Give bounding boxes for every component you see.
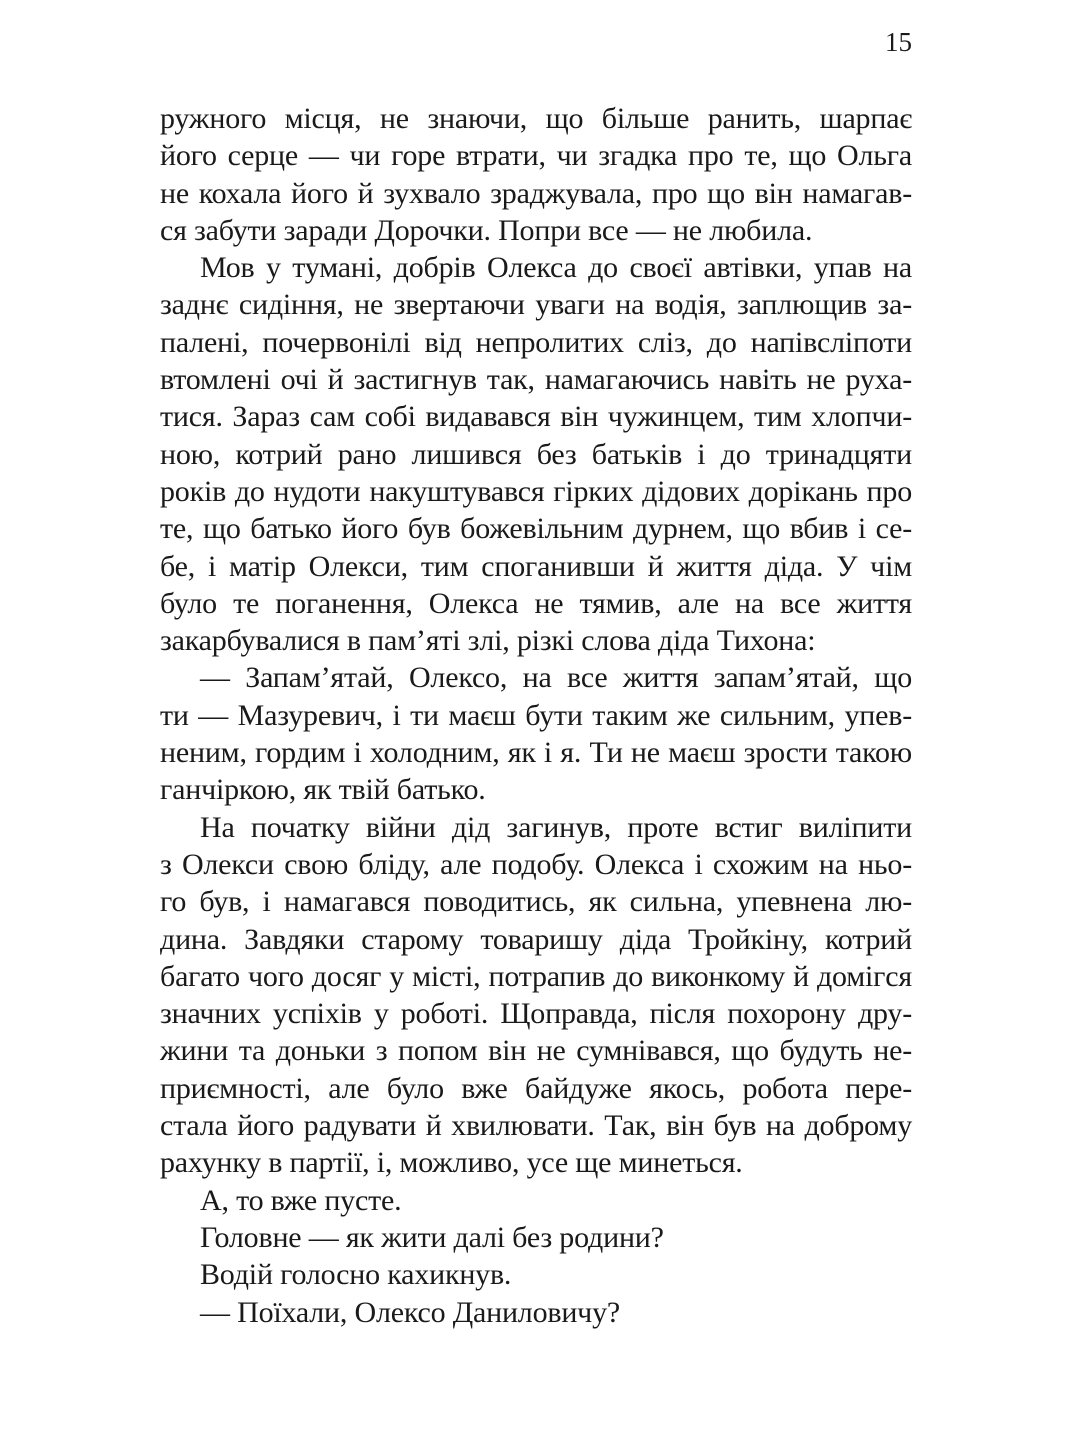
text-line: На початку війни дід загинув, проте встиг виліпити bbox=[200, 810, 912, 844]
text-line: го був, і намагався поводитись, як сильна, упевнена лю- bbox=[160, 885, 912, 919]
text-line: Мов у тумані, добрів Олекса до своєї автівки, упав на bbox=[200, 251, 912, 285]
text-line: Головне — як жити далі без родини? bbox=[200, 1220, 664, 1254]
text-line: дина. Завдяки старому товаришу діда Тройкіну, котрий bbox=[160, 922, 912, 956]
text-line: жини та доньки з попом він не сумнівався, що будуть не- bbox=[160, 1034, 912, 1068]
text-line: приємності, але було вже байдуже якось, робота пере- bbox=[160, 1071, 912, 1105]
text-line: неним, гордим і холодним, як і я. Ти не маєш зрости такою bbox=[160, 736, 912, 770]
body-text bbox=[160, 100, 912, 1331]
text-line: рахунку в партії, і, можливо, усе ще минеться. bbox=[160, 1146, 743, 1180]
text-line: втомлені очі й застигнув так, намагаючись навіть не руха- bbox=[160, 363, 912, 397]
text-line: років до нудоти накуштувався гірких дідових дорікань про bbox=[160, 474, 912, 508]
text-line: тися. Зараз сам собі видавався він чужинцем, тим хлопчи- bbox=[160, 400, 912, 434]
text-line: стала його радувати й хвилювати. Так, він був на доброму bbox=[160, 1109, 912, 1143]
text-line: А, то вже пусте. bbox=[200, 1183, 402, 1217]
text-line: палені, почервонілі від непролитих сліз, до напівсліпоти bbox=[160, 325, 912, 359]
text-line: — Запам’ятай, Олексо, на все життя запам’ятай, що bbox=[200, 661, 912, 695]
text-line: багато чого досяг у місті, потрапив до виконкому й домігся bbox=[160, 959, 912, 993]
text-line: не кохала його й зухвало зраджувала, про що він намагав- bbox=[160, 176, 912, 210]
text-line: значних успіхів у роботі. Щоправда, після похорону дру- bbox=[160, 997, 912, 1031]
text-line: ною, котрий рано лишився без батьків і до тринадцяти bbox=[160, 437, 912, 471]
text-line: його серце — чи горе втрати, чи згадка про те, що Ольга bbox=[160, 139, 912, 173]
text-line: бе, і матір Олекси, тим споганивши й життя діда. У чім bbox=[160, 549, 912, 583]
text-line: ся забути заради Дорочки. Попри все — не любила. bbox=[160, 213, 813, 247]
text-line: — Поїхали, Олексо Даниловичу? bbox=[200, 1295, 620, 1329]
text-line: було те поганення, Олекса не тямив, але на все життя bbox=[160, 586, 912, 620]
text-line: з Олекси свою бліду, але подобу. Олекса і схожим на ньо- bbox=[160, 847, 912, 881]
text-line: Водій голосно кахикнув. bbox=[200, 1258, 512, 1292]
text-line: заднє сидіння, не звертаючи уваги на водія, заплющив за- bbox=[160, 288, 912, 322]
text-line: те, що батько його був божевільним дурнем, що вбив і се- bbox=[160, 512, 912, 546]
page-number: 15 bbox=[885, 27, 912, 57]
text-line: ганчіркою, як твій батько. bbox=[160, 773, 486, 807]
text-line: закарбувалися в пам’яті злі, різкі слова діда Тихона: bbox=[160, 624, 816, 658]
text-line: ружного місця, не знаючи, що більше ранить, шарпає bbox=[160, 102, 912, 135]
text-line: ти — Мазуревич, і ти маєш бути таким же сильним, упев- bbox=[160, 698, 912, 732]
